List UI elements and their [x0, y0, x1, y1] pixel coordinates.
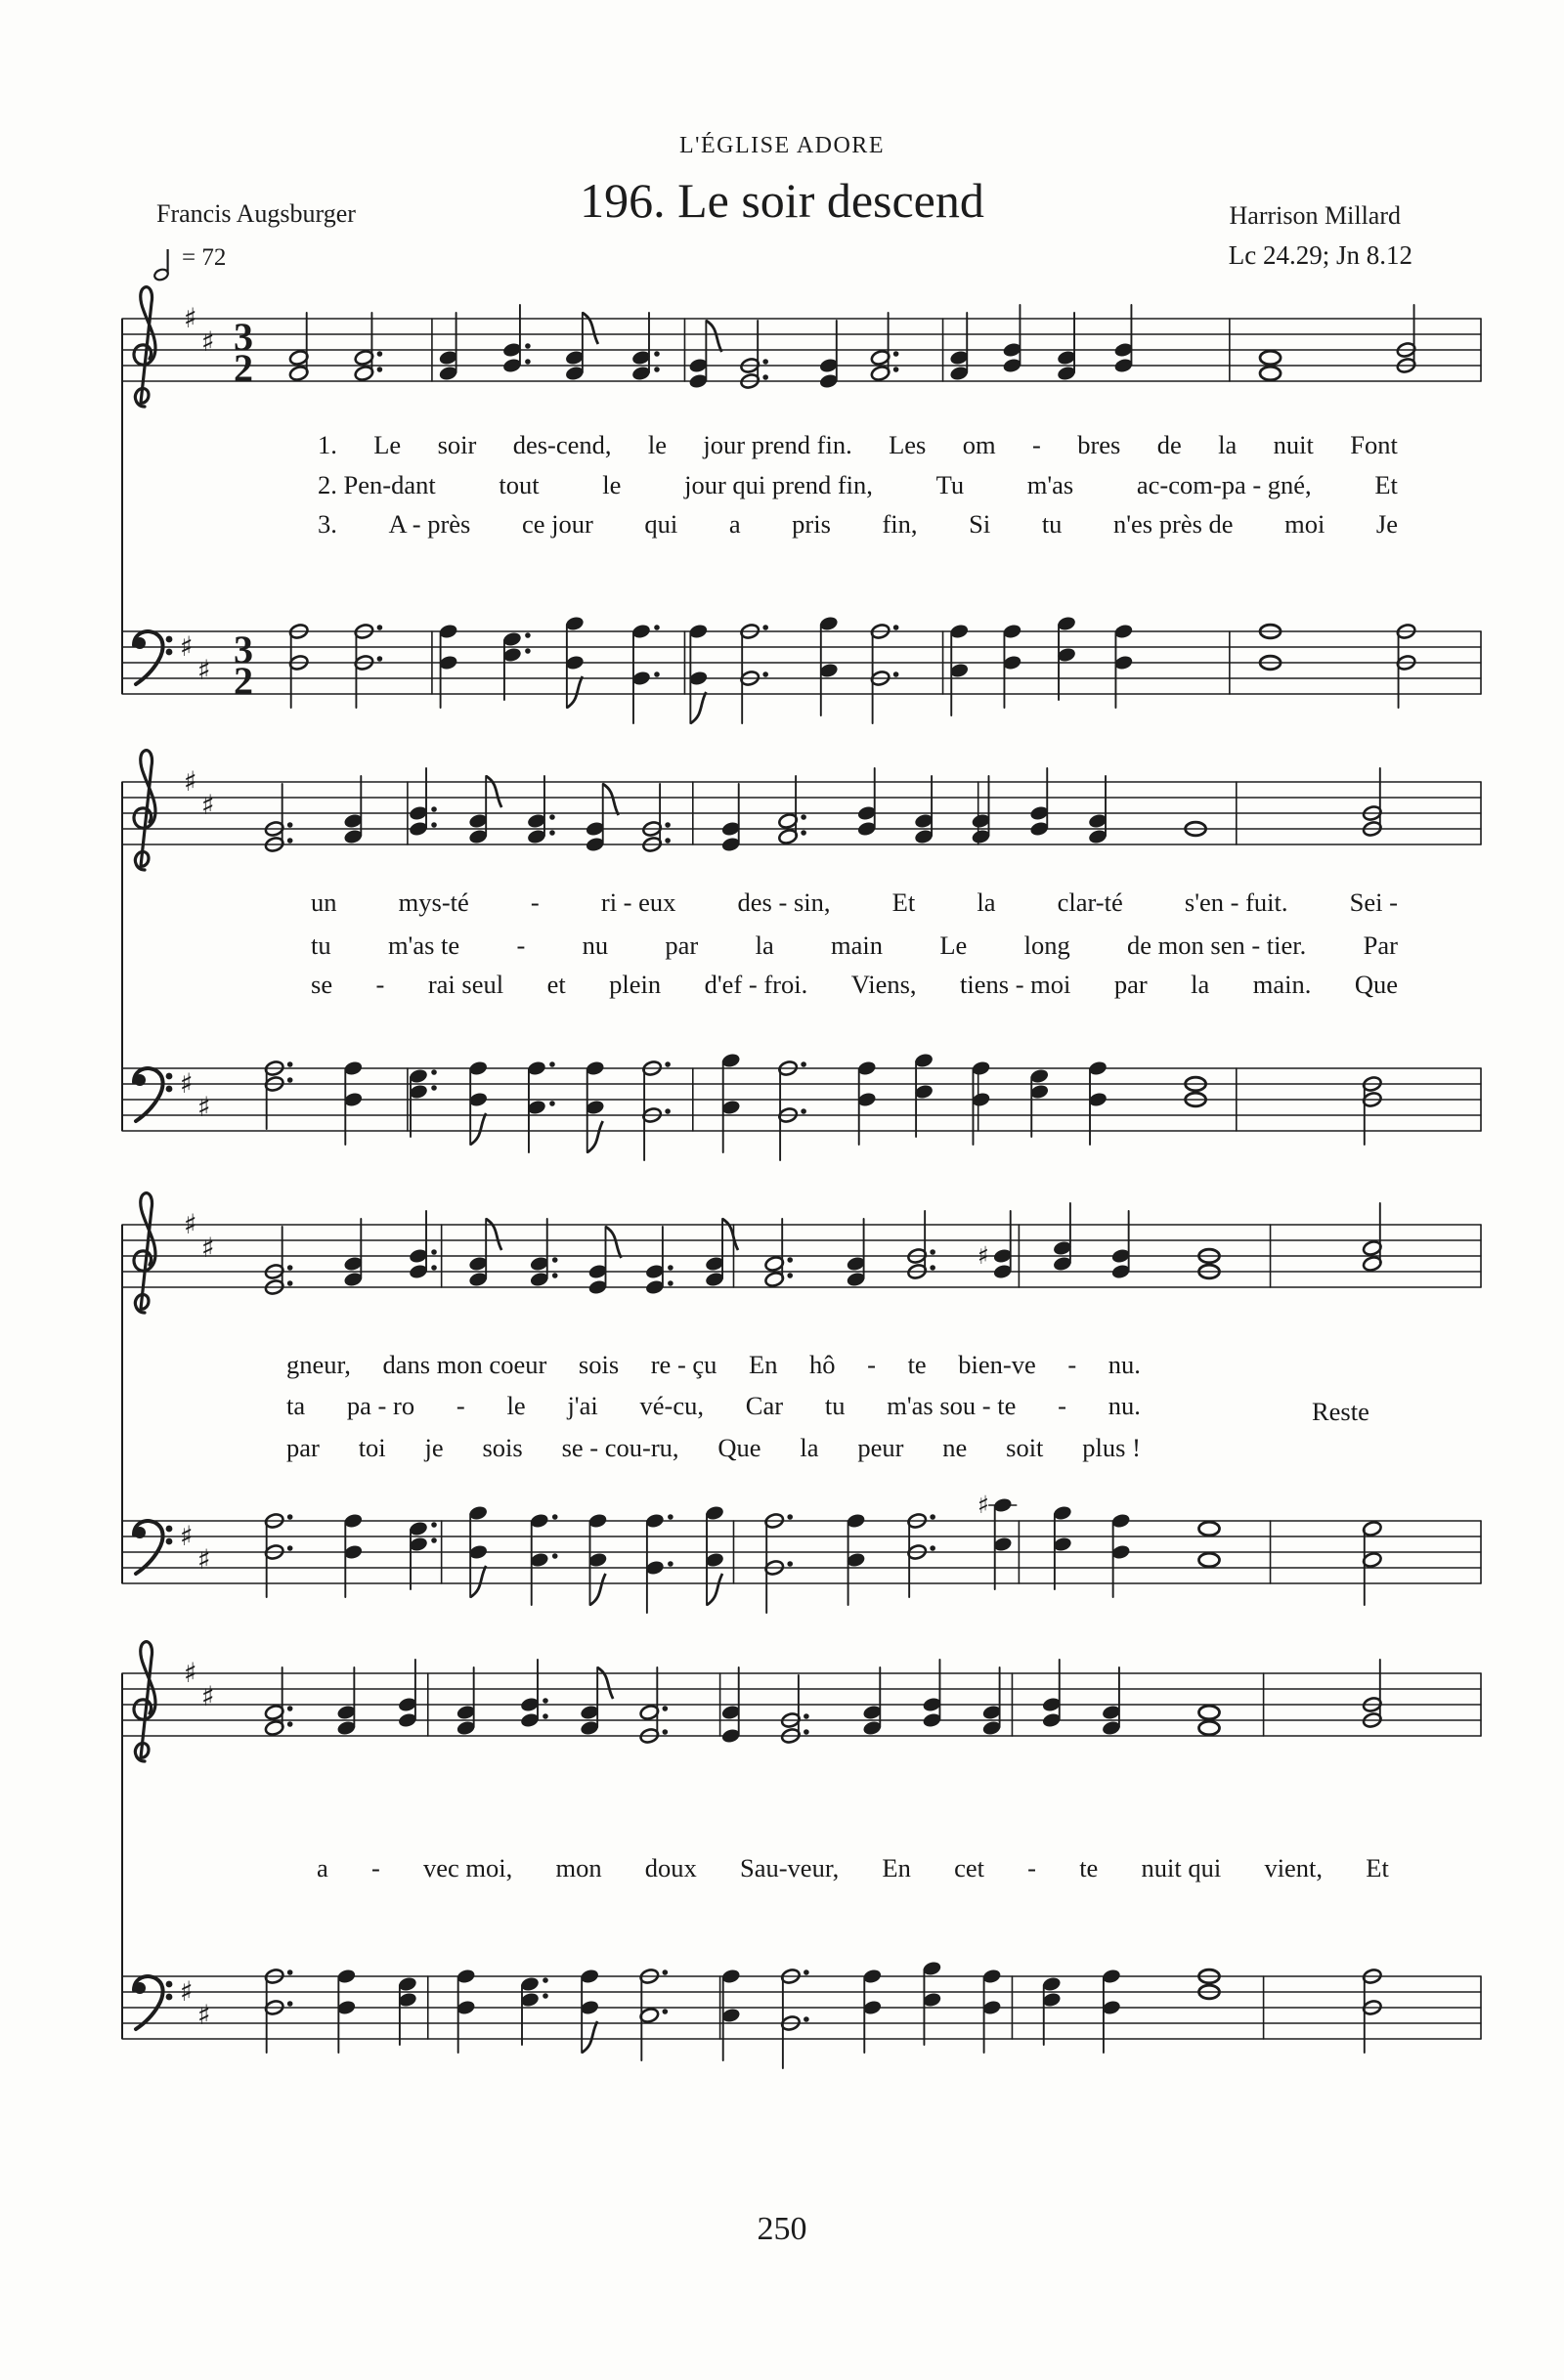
- lyric-word: bien-ve: [958, 1350, 1036, 1379]
- svg-text:♯: ♯: [197, 654, 211, 686]
- lyric-word: qui: [644, 509, 678, 539]
- lyric-word: par: [1113, 970, 1148, 999]
- lyric-word: nuit: [1273, 430, 1314, 459]
- lyric-word: 1.: [318, 430, 337, 459]
- lyric-word: clar-té: [1057, 887, 1123, 917]
- lyric-word: Viens,: [850, 970, 917, 999]
- staff-system4-treble: [108, 1620, 1496, 1815]
- lyric-word: Font: [1350, 430, 1398, 459]
- svg-text:♯: ♯: [184, 1657, 197, 1689]
- lyric-word: Car: [745, 1391, 784, 1420]
- lyric-word: sois: [482, 1433, 523, 1462]
- lyric-word: -: [867, 1350, 876, 1379]
- lyric-word: ac-com-pa - gné,: [1136, 470, 1312, 499]
- lyric-word: jour prend fin.: [703, 430, 852, 459]
- lyric-word: jour qui prend fin,: [684, 470, 873, 499]
- svg-text:♯: ♯: [180, 630, 194, 663]
- lyric-word: plein: [609, 970, 662, 999]
- lyric-word: tiens - moi: [960, 970, 1071, 999]
- lyric-word: ri - eux: [600, 887, 676, 917]
- lyrics-verse3-line1: [318, 509, 1398, 541]
- lyric-word: nu.: [1108, 1350, 1141, 1379]
- svg-text:♯: ♯: [184, 765, 197, 798]
- lyric-word: En: [749, 1350, 778, 1379]
- lyrics-verse1-line1: [318, 430, 1398, 461]
- lyric-word: ce jour: [521, 509, 593, 539]
- svg-text:♯: ♯: [180, 1975, 194, 2008]
- page-number: 250: [757, 2211, 807, 2247]
- lyric-word: se: [311, 970, 333, 999]
- lyric-word: un: [311, 887, 337, 917]
- lyric-word: Le: [939, 930, 968, 960]
- svg-text:♯: ♯: [201, 325, 215, 358]
- lyric-word: fin,: [882, 509, 918, 539]
- lyric-word: vient,: [1264, 1853, 1324, 1882]
- lyrics-verse2-line1: [318, 470, 1398, 501]
- lyric-word: de: [1156, 430, 1182, 459]
- composer-name: Harrison Millard: [1229, 201, 1401, 230]
- svg-text:♯: ♯: [184, 1208, 197, 1240]
- lyric-word: re - çu: [650, 1350, 717, 1379]
- lyric-word: nuit qui: [1141, 1853, 1222, 1882]
- lyric-word: ta: [286, 1391, 306, 1420]
- lyric-word: plus !: [1082, 1433, 1141, 1462]
- svg-text:♯: ♯: [201, 1232, 215, 1264]
- lyric-word: Le: [373, 430, 402, 459]
- lyric-word: pa - ro: [346, 1391, 415, 1420]
- lyric-word: j'ai: [567, 1391, 598, 1420]
- lyric-word: la: [755, 930, 774, 960]
- lyric-word: long: [1023, 930, 1070, 960]
- lyric-word: Et: [891, 887, 916, 917]
- lyric-word: Et: [1374, 470, 1398, 499]
- lyric-word: -: [1058, 1391, 1066, 1420]
- lyrics-verse1-line3: [286, 1350, 1141, 1381]
- lyric-word: mon: [555, 1853, 602, 1882]
- lyrics-verse3-line3: [286, 1433, 1141, 1464]
- lyric-word: n'es près de: [1113, 509, 1234, 539]
- lyric-word: soit: [1006, 1433, 1044, 1462]
- lyric-word: a: [728, 509, 741, 539]
- lyric-word: sois: [578, 1350, 620, 1379]
- lyric-word: -: [1032, 430, 1041, 459]
- lyric-word: peur: [857, 1433, 904, 1462]
- lyric-word: gneur,: [286, 1350, 351, 1379]
- lyric-word: rai seul: [427, 970, 504, 999]
- lyric-word: A - près: [388, 509, 471, 539]
- lyric-word: -: [370, 1853, 380, 1882]
- lyric-word: m'as sou - te: [887, 1391, 1017, 1420]
- lyric-word: Sei -: [1349, 887, 1398, 917]
- lyric-word: -: [456, 1391, 465, 1420]
- lyric-word: Que: [1354, 970, 1398, 999]
- lyric-word: m'as: [1026, 470, 1074, 499]
- lyric-word: s'en - fuit.: [1184, 887, 1288, 917]
- lyric-word: le: [602, 470, 622, 499]
- lyric-word: se - cou-ru,: [561, 1433, 679, 1462]
- lyric-word: dans mon coeur: [382, 1350, 547, 1379]
- lyric-word: Sau-veur,: [739, 1853, 840, 1882]
- lyric-word: En: [882, 1853, 911, 1882]
- lyric-word: main: [831, 930, 884, 960]
- lyric-word: vé-cu,: [639, 1391, 704, 1420]
- svg-text:3: 3: [234, 315, 253, 359]
- svg-text:3: 3: [234, 627, 253, 671]
- lyric-word: vec moi,: [423, 1853, 513, 1882]
- lyric-word: Si: [969, 509, 991, 539]
- svg-text:♯: ♯: [977, 1491, 989, 1519]
- lyric-word: des - sin,: [737, 887, 831, 917]
- lyric-word: par: [286, 1433, 320, 1462]
- lyric-word: le: [506, 1391, 526, 1420]
- lyric-word: ne: [942, 1433, 968, 1462]
- lyric-word: mys-té: [398, 887, 469, 917]
- lyric-word: tu: [824, 1391, 846, 1420]
- lyric-word: pris: [792, 509, 831, 539]
- lyric-word: hô: [809, 1350, 836, 1379]
- lyric-word: nu: [582, 930, 609, 960]
- lyric-word: soir: [437, 430, 477, 459]
- lyric-word: je: [424, 1433, 444, 1462]
- svg-text:♯: ♯: [184, 302, 197, 334]
- lyric-word: 3.: [318, 509, 337, 539]
- scripture-reference: Lc 24.29; Jn 8.12: [1228, 240, 1412, 270]
- lyricist-name: Francis Augsburger: [156, 199, 356, 228]
- lyric-word: te: [907, 1350, 927, 1379]
- lyric-word: la: [800, 1433, 819, 1462]
- lyric-word: et: [546, 970, 566, 999]
- staff-system4-bass: [108, 1923, 1496, 2118]
- lyric-word: om: [962, 430, 996, 459]
- lyrics-verse1-line4: [317, 1853, 1389, 1884]
- lyric-word: bres: [1077, 430, 1121, 459]
- lyric-word: la: [977, 887, 996, 917]
- lyric-word: Je: [1375, 509, 1398, 539]
- svg-text:♯: ♯: [201, 1680, 215, 1712]
- svg-text:♯: ♯: [180, 1520, 194, 1552]
- lyric-word: m'as te: [387, 930, 460, 960]
- hymn-title: 196. Le soir descend: [580, 173, 984, 228]
- svg-text:♯: ♯: [977, 1241, 989, 1270]
- lyric-word: de mon sen - tier.: [1127, 930, 1307, 960]
- lyrics-verse2-line2: [311, 930, 1398, 962]
- lyric-word: tout: [499, 470, 540, 499]
- lyric-word: nu.: [1108, 1391, 1141, 1420]
- lyric-word: la: [1191, 970, 1210, 999]
- svg-text:♯: ♯: [197, 1091, 211, 1123]
- lyrics-verse2-line3: [286, 1391, 1141, 1422]
- lyric-word: -: [1027, 1853, 1036, 1882]
- lyrics-verse3-line2: [311, 970, 1398, 1001]
- lyric-word: -: [1067, 1350, 1077, 1379]
- lyric-word: a: [317, 1853, 328, 1882]
- lyric-word: tu: [311, 930, 331, 960]
- lyric-word: -: [530, 887, 540, 917]
- svg-text:♯: ♯: [197, 1543, 211, 1576]
- lyric-word: 2. Pen-dant: [318, 470, 436, 499]
- lyric-word: moi: [1284, 509, 1325, 539]
- lyric-word: des-cend,: [512, 430, 612, 459]
- lyric-word: la: [1218, 430, 1238, 459]
- lyric-word: tu: [1041, 509, 1063, 539]
- svg-text:♯: ♯: [201, 789, 215, 821]
- lyrics-verse1-line2: [311, 887, 1398, 919]
- lyric-word: par: [665, 930, 699, 960]
- svg-text:♯: ♯: [180, 1067, 194, 1100]
- lyric-word: doux: [644, 1853, 697, 1882]
- lyric-word: cet: [954, 1853, 984, 1882]
- lyric-word: main.: [1252, 970, 1312, 999]
- lyric-word: Et: [1366, 1853, 1389, 1882]
- tempo-value: = 72: [182, 244, 227, 271]
- lyric-word: te: [1079, 1853, 1099, 1882]
- lyric-word: Tu: [935, 470, 965, 499]
- lyric-word: Les: [889, 430, 927, 459]
- lyrics-reste-word: Reste: [1312, 1397, 1369, 1426]
- lyric-word: Que: [717, 1433, 761, 1462]
- lyric-word: d'ef - froi.: [704, 970, 808, 999]
- section-heading: L'ÉGLISE ADORE: [679, 133, 885, 158]
- lyric-word: le: [647, 430, 668, 459]
- lyric-word: -: [375, 970, 385, 999]
- lyric-word: Par: [1363, 930, 1398, 960]
- svg-text:♯: ♯: [197, 1999, 211, 2031]
- lyric-word: toi: [358, 1433, 386, 1462]
- staff-system3-treble: [108, 1171, 1496, 1366]
- lyric-word: -: [516, 930, 526, 960]
- svg-text:2: 2: [234, 346, 253, 390]
- svg-text:2: 2: [234, 659, 253, 703]
